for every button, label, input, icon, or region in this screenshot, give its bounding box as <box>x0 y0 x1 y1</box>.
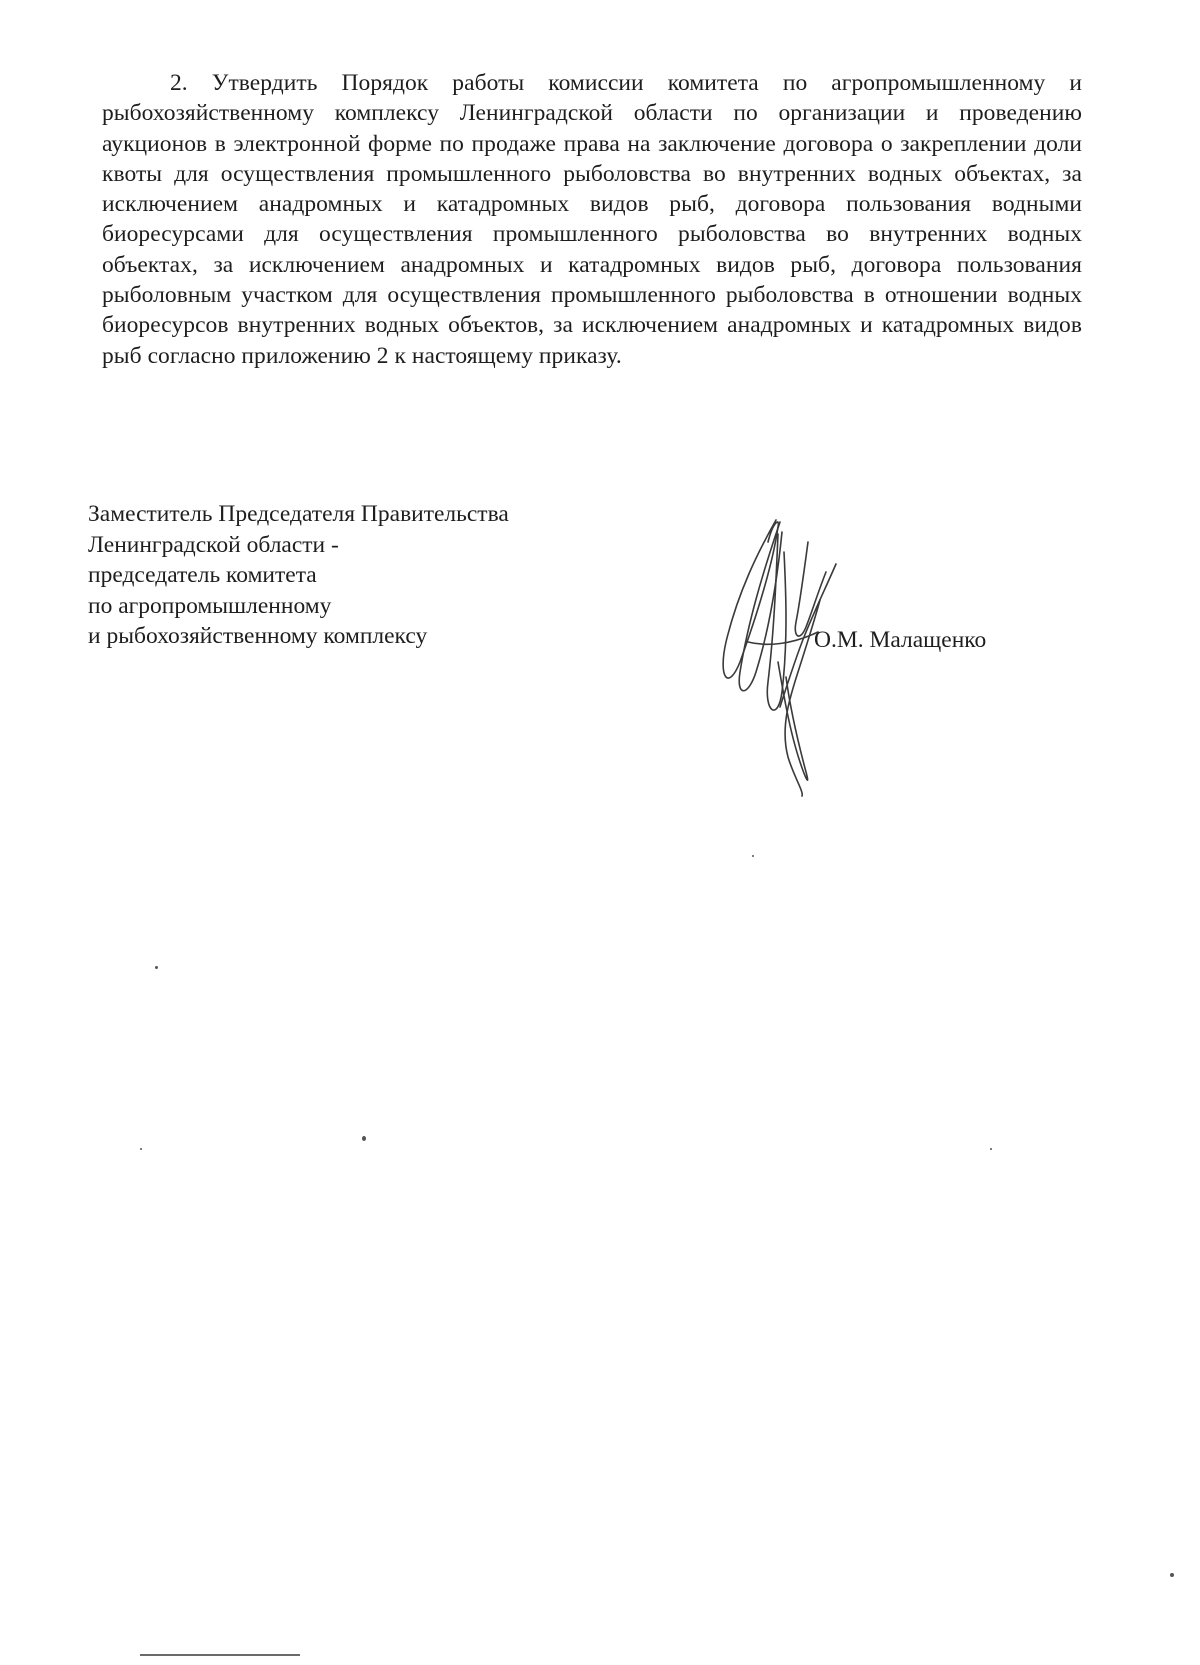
position-line: и рыбохозяйственному комплексу <box>88 623 428 649</box>
signer-name: О.М. Малащенко <box>814 627 987 653</box>
scan-speck <box>1170 1573 1174 1577</box>
position-line: Ленинградской области - <box>88 531 339 558</box>
bottom-rule <box>140 1654 300 1656</box>
scan-speck <box>155 966 158 969</box>
scan-speck <box>140 1148 142 1150</box>
position-line: по агропромышленному <box>88 592 332 619</box>
scan-speck <box>990 1148 992 1150</box>
position-line: председатель комитета <box>88 562 317 588</box>
scan-speck <box>752 855 754 857</box>
position-line: Заместитель Председателя Правительства <box>88 501 509 527</box>
signatory-position <box>88 499 509 652</box>
paragraph-item-2: 2. Утвердить Порядок работы комиссии комитета по агропромышленному и рыбохозяйственному комплексу Ленинградской области по организации и проведению аукционов в электронной форме по продаже права на заключение договора о закреплении доли квоты для осуществления промышленного рыболовства во внутренних водных объектах, за исключением анадромных и катадромных видов рыб, договора пользования водными биоресурсами для осуществления промышленного рыболовства во внутренних водных объектах, за исключением анадромных и катадромных видов рыб, договора пользования рыболовным участком для осуществления промышленного рыболовства в отношении водных биоресурсов внутренних водных объектов, за исключением анадромных и катадромных видов рыб согласно приложению 2 к настоящему приказу. <box>102 70 1082 369</box>
scan-speck <box>362 1136 366 1141</box>
